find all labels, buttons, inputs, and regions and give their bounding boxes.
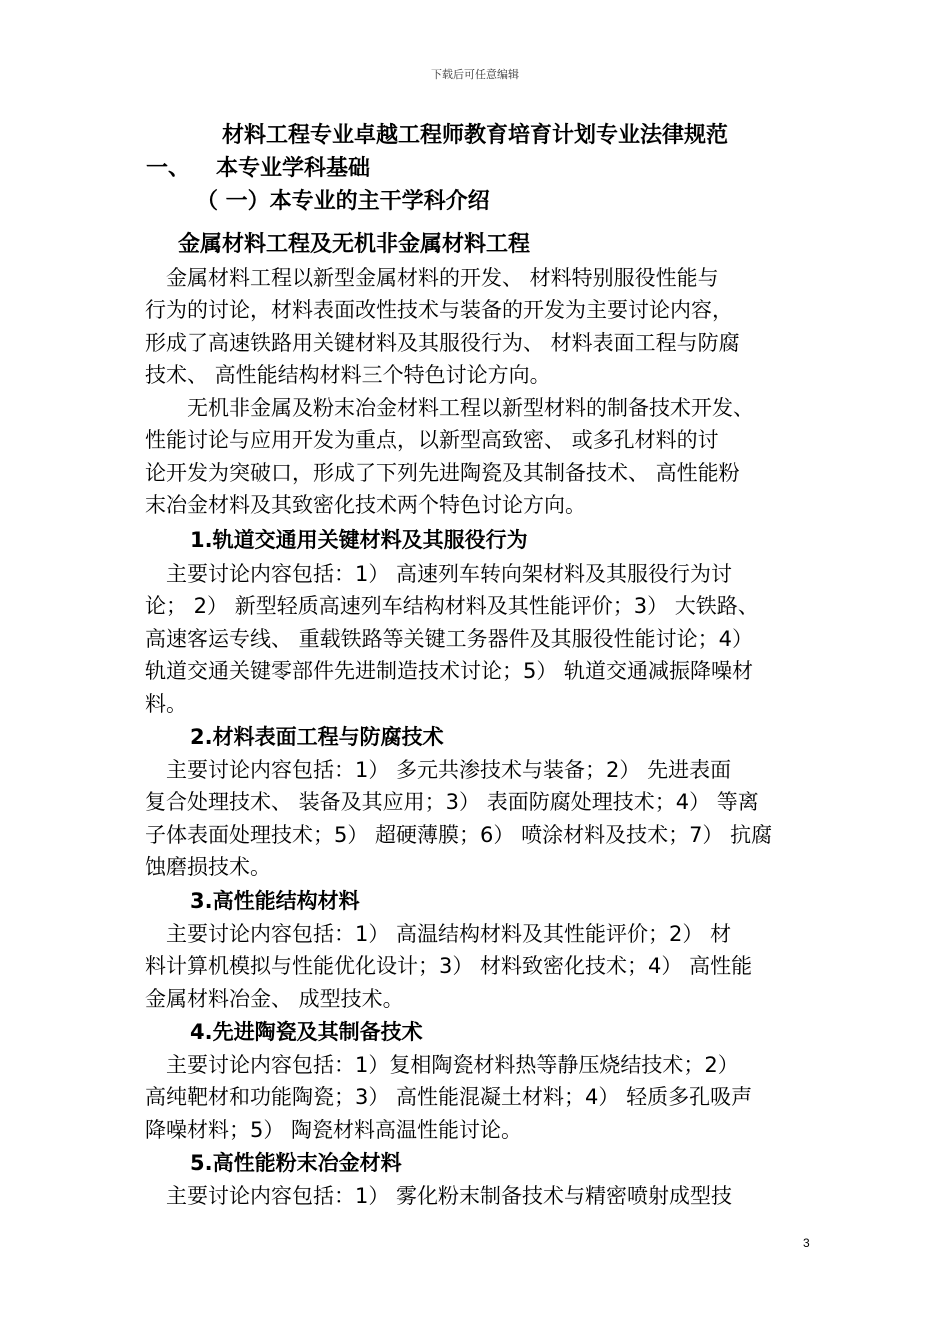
text-line: 性能讨论与应用开发为重点，以新型高致密、 或多孔材料的讨	[145, 428, 719, 453]
text-line: 料。	[145, 691, 187, 716]
direction-body-5	[145, 1180, 810, 1212]
text-line: 子体表面处理技术；5） 超硬薄膜；6） 喷涂材料及技术；7） 抗腐	[145, 822, 773, 847]
text-line: 高纯靶材和功能陶瓷；3） 高性能混凝土材料；4） 轻质多孔吸声	[145, 1085, 753, 1110]
text-line: 论； 2） 新型轻质高速列车结构材料及其性能评价；3） 大铁路、	[145, 594, 759, 619]
text-line: 高速客运专线、 重载铁路等关键工务器件及其服役性能讨论；4）	[145, 626, 754, 651]
text-line: 主要讨论内容包括：1） 雾化粉末制备技术与精密喷射成型技	[145, 1184, 733, 1208]
text-line: 降噪材料；5） 陶瓷材料高温性能讨论。	[145, 1117, 523, 1142]
direction-body-3	[145, 918, 810, 1015]
document-title: 材料工程专业卓越工程师教育培育计划专业法律规范	[221, 123, 728, 148]
text-line: 主要讨论内容包括：1） 高速列车转向架材料及其服役行为讨	[145, 562, 733, 586]
text-line: 形成了高速铁路用关键材料及其服役行为、 材料表面工程与防腐	[145, 330, 740, 355]
text-line: 论开发为突破口，形成了下列先进陶瓷及其制备技术、 高性能粉	[145, 460, 740, 485]
text-line: 行为的讨论，材料表面改性技术与装备的开发为主要讨论内容，	[145, 298, 733, 323]
direction-body-2	[145, 754, 810, 884]
direction-body-4	[145, 1049, 810, 1146]
direction-body-1	[145, 558, 810, 720]
section-number: 一、	[146, 156, 191, 181]
section-title: 本专业学科基础	[216, 156, 371, 181]
direction-heading-1: 1.轨道交通用关键材料及其服役行为	[190, 528, 528, 552]
direction-heading-5: 5.高性能粉末冶金材料	[190, 1151, 402, 1175]
section-heading-1	[146, 153, 370, 185]
text-line: 金属材料工程以新型金属材料的开发、 材料特别服役性能与	[145, 266, 719, 290]
text-line: 末冶金材料及其致密化技术两个特色讨论方向。	[145, 493, 586, 518]
text-line: 料计算机模拟与性能优化设计；3） 材料致密化技术；4） 高性能	[145, 954, 753, 979]
page-number: 3	[803, 1236, 810, 1250]
text-line: 主要讨论内容包括：1） 多元共渗技术与装备；2） 先进表面	[145, 758, 732, 782]
header-note: 下载后可任意编辑	[431, 68, 519, 81]
text-line: 复合处理技术、 装备及其应用；3） 表面防腐处理技术；4） 等离	[145, 790, 759, 815]
text-line: 技术、 高性能结构材料三个特色讨论方向。	[145, 363, 551, 388]
text-line: 主要讨论内容包括：1）复相陶瓷材料热等静压烧结技术；2）	[145, 1053, 739, 1077]
text-line: 无机非金属及粉末冶金材料工程以新型材料的制备技术开发、	[145, 396, 754, 420]
paragraph-inorganic-materials	[145, 392, 810, 522]
direction-heading-4: 4.先进陶瓷及其制备技术	[190, 1020, 423, 1044]
text-line: 轨道交通关键零部件先进制造技术讨论；5） 轨道交通减振降噪材	[145, 659, 754, 684]
text-line: 蚀磨损技术。	[145, 855, 271, 880]
direction-heading-3: 3.高性能结构材料	[190, 889, 360, 913]
subsection-heading: （ 一）本专业的主干学科介绍	[196, 189, 490, 214]
direction-heading-2: 2.材料表面工程与防腐技术	[190, 725, 444, 749]
subject-heading: 金属材料工程及无机非金属材料工程	[178, 232, 531, 257]
paragraph-metal-materials	[145, 262, 810, 392]
text-line: 金属材料冶金、 成型技术。	[145, 986, 404, 1011]
text-line: 主要讨论内容包括：1） 高温结构材料及其性能评价；2） 材	[145, 922, 732, 946]
